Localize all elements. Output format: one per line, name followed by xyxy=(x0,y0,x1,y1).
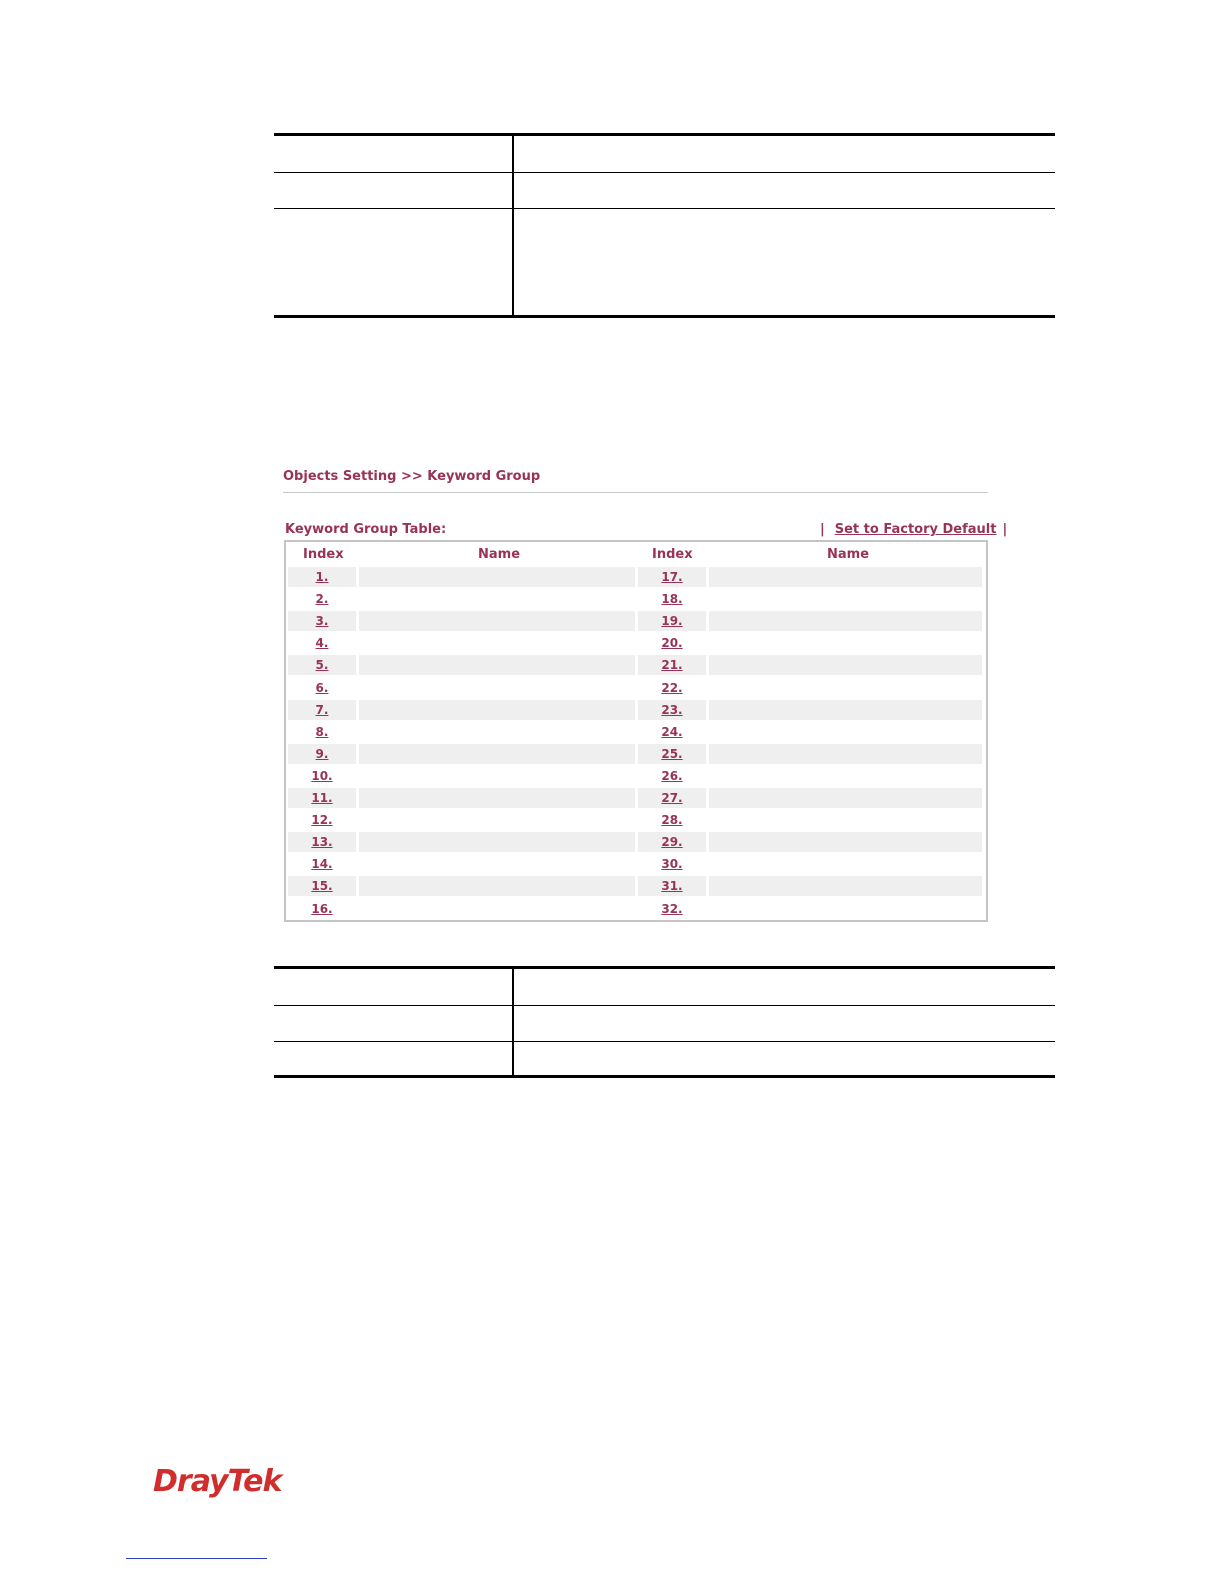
index-link[interactable]: 16. xyxy=(311,901,333,916)
keyword-group-table xyxy=(284,540,988,922)
index-link[interactable]: 25. xyxy=(638,744,706,764)
doc-table-cell xyxy=(274,209,513,317)
index-link[interactable]: 12. xyxy=(311,813,333,828)
index-link[interactable]: 4. xyxy=(315,636,329,651)
column-header-index: Index xyxy=(303,547,344,562)
name-cell xyxy=(709,567,982,587)
name-cell xyxy=(709,810,982,830)
index-link[interactable]: 15. xyxy=(288,876,356,896)
index-link[interactable]: 2. xyxy=(315,592,329,607)
doc-table-cell xyxy=(513,1006,1055,1042)
doc-table-cell xyxy=(513,173,1055,209)
set-factory-default-link[interactable]: Set to Factory Default xyxy=(834,522,997,537)
index-link[interactable]: 17. xyxy=(638,567,706,587)
name-cell xyxy=(709,832,982,852)
table-row xyxy=(288,722,982,742)
name-cell xyxy=(359,700,635,720)
name-cell xyxy=(709,766,982,786)
name-cell xyxy=(359,876,635,896)
name-cell xyxy=(359,633,635,653)
bottom-doc-table xyxy=(274,966,1055,1078)
separator: | xyxy=(1002,522,1008,537)
name-cell xyxy=(359,899,635,919)
name-cell xyxy=(709,854,982,874)
table-row xyxy=(288,567,982,587)
name-cell xyxy=(359,788,635,808)
table-row xyxy=(288,611,982,631)
draytek-logo: DrayTek xyxy=(153,1464,282,1499)
page-title: Objects Setting >> Keyword Group xyxy=(283,469,541,484)
table-row xyxy=(288,832,982,852)
table-row xyxy=(288,655,982,675)
name-cell xyxy=(359,589,635,609)
name-cell xyxy=(709,611,982,631)
name-cell xyxy=(359,567,635,587)
index-link[interactable]: 14. xyxy=(311,857,333,872)
name-cell xyxy=(359,722,635,742)
separator: | xyxy=(820,522,825,537)
doc-table-cell xyxy=(274,968,513,1006)
table-row xyxy=(288,589,982,609)
table-row xyxy=(288,766,982,786)
index-link[interactable]: 8. xyxy=(315,724,329,739)
doc-table-cell xyxy=(274,1006,513,1042)
index-link[interactable]: 24. xyxy=(661,724,683,739)
index-link[interactable]: 1. xyxy=(288,567,356,587)
doc-table-cell xyxy=(513,209,1055,317)
name-cell xyxy=(709,722,982,742)
name-cell xyxy=(359,678,635,698)
table-row xyxy=(288,788,982,808)
doc-table-row xyxy=(274,1006,1055,1042)
doc-table-row xyxy=(274,1042,1055,1077)
index-link[interactable]: 26. xyxy=(661,768,683,783)
name-cell xyxy=(709,700,982,720)
doc-table-cell xyxy=(513,135,1055,173)
table-row xyxy=(288,678,982,698)
table-caption: Keyword Group Table: xyxy=(285,522,447,537)
index-link[interactable]: 32. xyxy=(661,901,683,916)
doc-table-row xyxy=(274,209,1055,317)
index-link[interactable]: 5. xyxy=(288,655,356,675)
index-link[interactable]: 6. xyxy=(315,680,329,695)
name-cell xyxy=(709,678,982,698)
doc-table-cell xyxy=(513,968,1055,1006)
index-link[interactable]: 9. xyxy=(288,744,356,764)
index-link[interactable]: 31. xyxy=(638,876,706,896)
table-row xyxy=(288,700,982,720)
table-row xyxy=(288,876,982,896)
name-cell xyxy=(359,655,635,675)
name-cell xyxy=(709,633,982,653)
name-cell xyxy=(359,832,635,852)
doc-table-cell xyxy=(274,1042,513,1077)
footer-link-line xyxy=(126,1558,267,1559)
index-link[interactable]: 3. xyxy=(288,611,356,631)
name-cell xyxy=(709,589,982,609)
table-row xyxy=(288,633,982,653)
index-link[interactable]: 18. xyxy=(661,592,683,607)
table-actions xyxy=(820,522,1007,537)
name-cell xyxy=(359,611,635,631)
doc-table-cell xyxy=(274,135,513,173)
name-cell xyxy=(359,854,635,874)
name-cell xyxy=(709,655,982,675)
index-link[interactable]: 22. xyxy=(661,680,683,695)
column-header-name: Name xyxy=(827,547,870,562)
index-link[interactable]: 20. xyxy=(661,636,683,651)
index-link[interactable]: 13. xyxy=(288,832,356,852)
column-header-name: Name xyxy=(478,547,521,562)
doc-table-row xyxy=(274,968,1055,1006)
index-link[interactable]: 23. xyxy=(638,700,706,720)
doc-table-row xyxy=(274,135,1055,173)
top-doc-table xyxy=(274,133,1055,318)
name-cell xyxy=(709,744,982,764)
name-cell xyxy=(709,788,982,808)
index-link[interactable]: 19. xyxy=(638,611,706,631)
name-cell xyxy=(709,876,982,896)
index-link[interactable]: 11. xyxy=(288,788,356,808)
name-cell xyxy=(359,810,635,830)
name-cell xyxy=(359,744,635,764)
index-link[interactable]: 21. xyxy=(638,655,706,675)
table-row xyxy=(288,744,982,764)
index-link[interactable]: 29. xyxy=(638,832,706,852)
index-link[interactable]: 30. xyxy=(661,857,683,872)
name-cell xyxy=(709,899,982,919)
doc-table-row xyxy=(274,173,1055,209)
table-row xyxy=(288,854,982,874)
index-link[interactable]: 27. xyxy=(638,788,706,808)
doc-table-cell xyxy=(513,1042,1055,1077)
name-cell xyxy=(359,766,635,786)
title-divider xyxy=(283,492,988,493)
index-link[interactable]: 7. xyxy=(288,700,356,720)
table-row xyxy=(288,899,982,919)
index-link[interactable]: 10. xyxy=(311,768,333,783)
doc-table-cell xyxy=(274,173,513,209)
table-row xyxy=(288,810,982,830)
index-link[interactable]: 28. xyxy=(661,813,683,828)
column-header-index: Index xyxy=(652,547,693,562)
